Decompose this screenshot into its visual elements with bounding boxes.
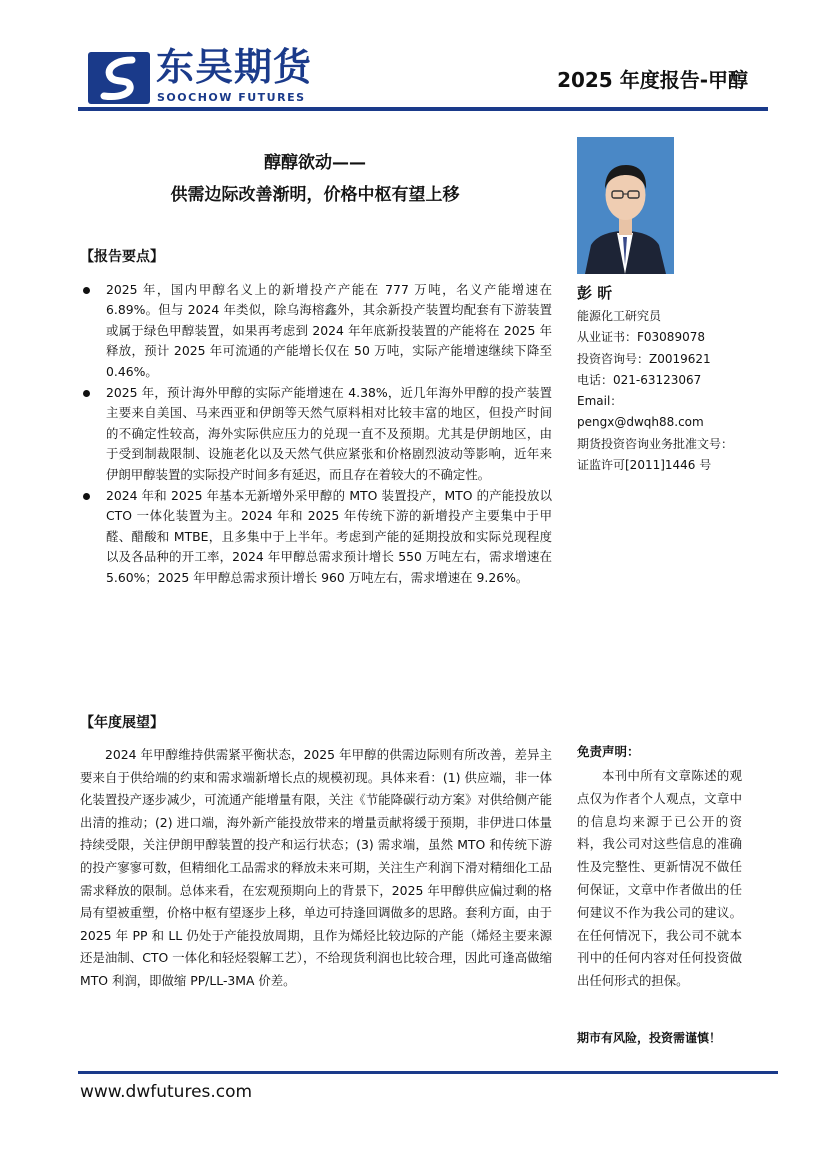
disclaimer-text: 本刊中所有文章陈述的观点仅为作者个人观点，文章中的信息均来源于已公开的资料，我公司对这些信息的准确性及完整性、更新情况不做任何保证，文章中作者做出的任何建议不作为我公司的建议。在任何情况下，我公司不就本刊中的任何内容对任何投资做出任何形式的担保。 <box>577 768 742 989</box>
report-title: 2025 年度报告-甲醇 <box>557 68 748 92</box>
bullet-dot-icon <box>83 390 90 397</box>
summary-heading: 【报告要点】 <box>80 249 164 265</box>
author-email: pengx@dwqh88.com <box>577 415 704 430</box>
footer-divider <box>78 1071 778 1074</box>
list-item <box>80 486 552 588</box>
list-item <box>80 280 552 382</box>
risk-warning: 期市有风险，投资需谨慎！ <box>577 1031 722 1045</box>
bullet-text: 2025 年，国内甲醇名义上的新增投产产能在 777 万吨，名义产能增速在 6.89%。但与 2024 年类似，除乌海榕鑫外，其余新投产装置均配套有下游装置或属于绿色甲醇装置，如果再考虑到 2024 年年底新投装置的产能将在 2025 年释放，预计 2025 年可流通的产能增长仅在 50 万吨，实际产能增速继续下降至 0.46%。 <box>106 282 552 379</box>
bullet-text: 2025 年，预计海外甲醇的实际产能增速在 4.38%，近几年海外甲醇的投产装置主要来自美国、马来西亚和伊朗等天然气原料相对比较丰富的地区，但投产时间的不确定性较高，海外实际供应压力的兑现一直不及预期。尤其是伊朗地区，由于受到制裁限制、设施老化以及天然气供应紧张和价格剧烈波动等影响，近年来伊朗甲醇装置的实际投产时间多有延迟，而且存在着较大的不确定性。 <box>106 385 552 482</box>
author-portrait-icon <box>577 137 674 274</box>
author-email-label: Email： <box>577 394 623 409</box>
footer-website: www.dwfutures.com <box>80 1082 253 1102</box>
main-title-line2: 供需边际改善渐明，价格中枢有望上移 <box>170 185 460 205</box>
author-license-number: 证监许可[2011]1446 号 <box>577 458 712 473</box>
author-name: 彭 昕 <box>577 284 613 302</box>
main-title-line1: 醇醇欲动—— <box>264 153 366 173</box>
author-consult-number: 投资咨询号：Z0019621 <box>577 351 711 366</box>
author-info <box>577 306 767 476</box>
logo-english-name: SOOCHOW FUTURES <box>157 91 306 104</box>
bullet-text: 2024 年和 2025 年基本无新增外采甲醇的 MTO 装置投产，MTO 的产能投放以 CTO 一体化装置为主。2024 年和 2025 年传统下游的新增投产主要集中于甲醛、醋酸和 MTBE，且多集中于上半年。考虑到产能的延期投放和实际兑现程度以及各品种的开工率，2024 年甲醇总需求预计增长 550 万吨左右，需求增速在 5.60%；2025 年甲醇总需求预计增长 960 万吨左右，需求增速在 9.26%。 <box>106 488 552 585</box>
author-certificate: 从业证书：F03089078 <box>577 330 705 345</box>
author-title: 能源化工研究员 <box>577 309 662 323</box>
list-item <box>80 383 552 485</box>
author-license-label: 期货投资咨询业务批准文号： <box>577 436 734 451</box>
outlook-heading: 【年度展望】 <box>80 715 164 731</box>
author-phone: 电话：021-63123067 <box>577 372 702 387</box>
author-photo <box>577 137 674 274</box>
header-divider <box>78 107 768 111</box>
outlook-paragraph: 2024 年甲醇维持供需紧平衡状态，2025 年甲醇的供需边际则有所改善，差异主要来自于供给端的约束和需求端新增长点的规模初现。具体来看：(1) 供应端，非一体化装置投产逐步减少，可流通产能增量有限，关注《节能降碳行动方案》对供给侧产能出清的推动；(2) 进口端，海外新产能投放带来的增量贡献将缓于预期，非伊进口体量持续受限，关注伊朗甲醇装置的投产和运行状态；(3) 需求端，虽然 MTO 和传统下游的投产寥寥可数，但精细化工品需求的释放未来可期，关注生产利润下滑对精细化工品需求释放的限制。总体来看，在宏观预期向上的背景下，2025 年甲醇供应偏过剩的格局有望被重塑，价格中枢有望逐步上移，单边可持逢回调做多的思路。套利方面，由于 2025 年 PP 和 LL 仍处于产能投放周期，且作为烯烃比较边际的产能（烯烃主要来源还是油制、CTO 一体化和轻烃裂解工艺），不给现货利润也比较合理，因此可逢高做缩 MTO 利润，即做缩 PP/LL-3MA 价差。 <box>80 747 552 988</box>
disclaimer-heading: 免责声明： <box>577 744 640 759</box>
bullet-dot-icon <box>83 287 90 294</box>
logo-chinese-name: 东吴期货 <box>156 45 313 89</box>
page-header <box>0 0 826 112</box>
soochow-logo-icon <box>88 52 150 104</box>
summary-bullet-list <box>80 280 552 589</box>
bullet-dot-icon <box>83 493 90 500</box>
